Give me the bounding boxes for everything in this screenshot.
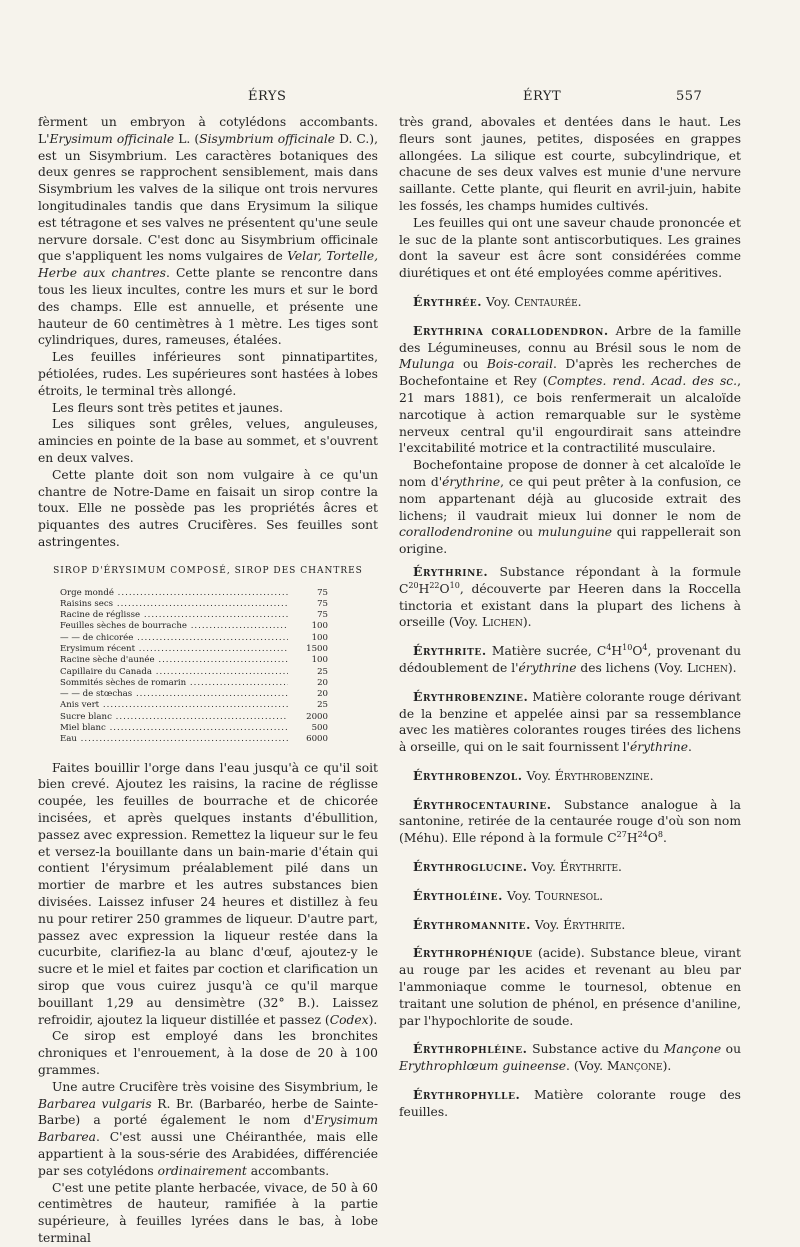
paragraph-erysimum-intro: fèrment un embryon à cotylédons accombants. L'Erysimum officinale L. (Sisymbrium officinale D. C.), est un Sisymbrium. Les caractères botaniques des deux genres se rapprochent sensiblement, mais dans Sisymbrium les valves de la silique ont trois nervures longitudinales tandis que dans Erysimum la silique est tétragone et ses valves ne présentent qu'une seule nervure dorsale. C'est donc au Sisymbrium officinale que s'appliquent les noms vulgaires de Velar, Tortelle, Herbe aux chantres. Cette plante se rencontre dans tous les lieux incultes, contre les murs et sur le bord des champs. Elle est annuelle, et présente une hauteur de 60 centimètres à 1 mètre. Les tiges sont cylindriques, dures, rameuses, étalées. bbox=[38, 115, 379, 348]
recipe-quantity: 500 bbox=[311, 723, 328, 734]
entry-erythrophleine: Érythrophléine. Substance active du Mançone ou Erythrophlœum guineense. (Voy. Mançone). bbox=[399, 1041, 741, 1074]
recipe-quantity: 25 bbox=[317, 666, 328, 677]
recipe-quantity: 2000 bbox=[306, 711, 328, 722]
entry-erythromannite: Érythromannite. Voy. Érythrite. bbox=[413, 916, 626, 932]
recipe-ingredient: Miel blanc ..... bbox=[60, 723, 288, 734]
recipe-quantity: 100 bbox=[311, 655, 328, 666]
paragraph-barbarea: Une autre Crucifère très voisine des Sisymbrium, le Barbarea vulgaris R. Br. (Barbaréo, herbe de Sainte-Barbe) a porté également le nom d'Erysimum Barbarea. C'est aussi une Chéiranthée, mais elle appartient à la sous-série des Arabidées, différenciée par ses cotylédons ordinairement accombants. bbox=[38, 1079, 378, 1178]
recipe-table bbox=[60, 588, 328, 746]
recipe-quantity: 75 bbox=[317, 587, 328, 598]
recipe-row bbox=[60, 633, 328, 644]
recipe-row bbox=[60, 610, 328, 621]
paragraph-flowers: Les fleurs sont très petites et jaunes. bbox=[52, 400, 284, 415]
recipe-ingredient: Eau ..... bbox=[60, 734, 288, 745]
entry-erythrina: Erythrina corallodendron. Arbre de la famille des Légumineuses, connu au Brésil sous le nom de Mulunga ou Bois-corail. D'après les recherches de Bochefontaine et Rey (Comptes. rend. Acad. des sc., 21 mars 1881), ce bois renfermerait un alcaloïde narcotique à action remarquable sur le système nerveux central qu'il engourdirait sans atteindre l'excitabilité motrice et la contractilité musculaire. bbox=[399, 322, 742, 456]
recipe-title: SIROP D'ÉRYSIMUM COMPOSÉ, SIROP DES CHANTRES bbox=[53, 565, 363, 576]
entry-erytholeine: Érytholéine. Voy. Tournesol. bbox=[413, 887, 604, 903]
recipe-quantity: 20 bbox=[317, 689, 328, 700]
recipe-quantity: 75 bbox=[317, 598, 328, 609]
recipe-ingredient: Racine sèche d'aunée ..... bbox=[60, 655, 288, 666]
paragraph-continued: très grand, abovales et dentées dans le haut. Les fleurs sont jaunes, petites, disposées en grappes allongées. La silique est courte, subcylindrique, et chacune de ses deux valves est munie d'une nervure saillante. Cette plante, qui fleurit en avril-juin, habite les fossés, les champs humides cultivés. bbox=[399, 115, 741, 213]
recipe-row bbox=[60, 723, 328, 734]
recipe-row bbox=[60, 655, 328, 666]
page-number: 557 bbox=[676, 89, 703, 104]
paragraph-dosage: Ce sirop est employé dans les bronchites chroniques et l'enrouement, à la dose de 20 à 100 grammes. bbox=[38, 1029, 378, 1078]
recipe-row bbox=[60, 689, 328, 700]
left-column bbox=[38, 114, 378, 1247]
entry-erythrophylle: Érythrophylle. Matière colorante rouge des feuilles. bbox=[399, 1087, 741, 1119]
paragraph-properties: Les feuilles qui ont une saveur chaude prononcée et le suc de la plante sont antiscorbutiques. Les graines dont la saveur est âcre sont considérées comme diurétiques et ont été employées comme apéritives. bbox=[399, 215, 741, 281]
paragraph-siliques: Les siliques sont grêles, velues, anguleuses, amincies en pointe de la base au sommet, et s'ouvrent en deux valves. bbox=[38, 417, 378, 465]
paragraph-name-origin: Cette plante doit son nom vulgaire à ce qu'un chantre de Notre-Dame en faisait un sirop contre la toux. Elle ne possède pas les propriétés âcres et piquantes des autres Crucifères. Ses feuilles sont astringentes. bbox=[38, 467, 378, 549]
entry-erythrophenique: Érythrophénique (acide). Substance bleue, virant au rouge par les acides et revenant au bleu par l'ammoniaque comme le tournesol, obtenue en traitant une solution de phénol, en présence d'aniline, par l'hypochlorite de soude. bbox=[399, 945, 741, 1028]
recipe-ingredient: Capillaire du Canada ..... bbox=[60, 667, 288, 678]
recipe-quantity: 75 bbox=[317, 610, 328, 621]
recipe-ingredient: — — de stœchas ..... bbox=[60, 689, 288, 700]
entry-erythroglucine: Érythroglucine. Voy. Érythrite. bbox=[413, 859, 622, 875]
recipe-ingredient: Sucre blanc ..... bbox=[60, 712, 288, 723]
recipe-row bbox=[60, 644, 328, 655]
running-head-left: ÉRYS bbox=[248, 89, 287, 104]
right-column bbox=[399, 114, 741, 1121]
recipe-row bbox=[60, 621, 328, 632]
recipe-quantity: 100 bbox=[311, 621, 328, 632]
recipe-quantity: 25 bbox=[317, 700, 328, 711]
recipe-row bbox=[60, 678, 328, 689]
recipe-quantity: 6000 bbox=[306, 734, 328, 745]
recipe-row bbox=[60, 667, 328, 678]
entry-erythrite: Érythrite. Matière sucrée, $C^4H^{10}O^4$, provenant du dédoublement de l'érythrine des lichens (Voy. Lichen). bbox=[399, 643, 741, 675]
recipe-ingredient: Anis vert ..... bbox=[60, 700, 288, 711]
paragraph-barbarea-description: C'est une petite plante herbacée, vivace, de 50 à 60 centimètres de hauteur, ramifiée à la partie supérieure, à feuilles lyrées dans le bas, à lobe terminal bbox=[38, 1180, 378, 1245]
recipe-ingredient: Orge mondé ..... bbox=[60, 588, 288, 599]
recipe-ingredient: Raisins secs ..... bbox=[60, 599, 288, 610]
recipe-quantity: 20 bbox=[317, 677, 328, 688]
recipe-ingredient: Sommités sèches de romarin ..... bbox=[60, 678, 288, 689]
running-head-center: ÉRYT bbox=[523, 89, 562, 104]
recipe-quantity: 100 bbox=[311, 632, 328, 643]
paragraph-preparation: Faites bouillir l'orge dans l'eau jusqu'à ce qu'il soit bien crevé. Ajoutez les raisins, la racine de réglisse coupée, les feuilles de bourrache et de chicorée incisées, et après quelques instants d'ébullition, passez avec expression. Remettez la liqueur sur le feu et versez-la bouillante dans un bain-marie d'étain qui contient l'érysimum préalablement pilé dans un mortier de marbre et les autres substances bien divisées. Laissez infuser 24 heures et distillez à feu nu pour retirer 250 grammes de liqueur. D'autre part, passez avec expression la liqueur restée dans la cucurbite, clarifiez-la au blanc d'œuf, ajoutez-y le sucre et le miel et faites par coction et clarification un sirop que vous cuirez jusqu'à ce qu'il marque bouillant 1,29 au densimètre (32° B.). Laissez refroidir, ajoutez la liqueur distillée et passez (Codex). bbox=[38, 760, 378, 1027]
entry-erythrobenzine: Érythrobenzine. Matière colorante rouge dérivant de la benzine et appelée ainsi par sa ressemblance avec les matières colorantes rouges tirées des lichens à orseille, qui on le sait fournissent l'érythrine. bbox=[399, 688, 741, 755]
paragraph-bochefontaine: Bochefontaine propose de donner à cet alcaloïde le nom d'érythrine, ce qui peut prêter à la confusion, ce nom appartenant déjà au glucoside extrait des lichens; il vaudrait mieux lui donner le nom de corallodendronine ou mulunguine qui rappellerait son origine. bbox=[399, 458, 741, 557]
recipe-row bbox=[60, 599, 328, 610]
recipe-row bbox=[60, 734, 328, 745]
entry-erythrine: Érythrine. Substance répondant à la formule $C^{20}H^{22}O^{10}$, découverte par Heeren dans la Roccella tinctoria et existant dans la plupart des lichens à orseille (Voy. Lichen). bbox=[399, 563, 741, 630]
recipe-quantity: 1500 bbox=[306, 644, 328, 654]
recipe-ingredient: — — de chicorée ..... bbox=[60, 633, 288, 644]
recipe-ingredient: Feuilles sèches de bourrache ..... bbox=[60, 621, 288, 632]
recipe-row bbox=[60, 588, 328, 599]
paragraph-leaves: Les feuilles inférieures sont pinnatipartites, pétiolées, rudes. Les supérieures sont hastées à lobes étroits, le terminal très allongé. bbox=[38, 350, 378, 398]
entry-erythrocentaurine: Érythrocentaurine. Substance analogue à la santonine, retirée de la centaurée rouge d'où son nom (Méhu). Elle répond à la formule $C^{27}H^{24}O^8$. bbox=[399, 796, 741, 846]
entry-erythree: Érythrée. Voy. Centaurée. bbox=[413, 293, 582, 309]
recipe-row bbox=[60, 712, 328, 723]
recipe-ingredient: Racine de réglisse ..... bbox=[60, 610, 288, 621]
recipe-row bbox=[60, 700, 328, 711]
recipe-ingredient: Erysimum récent ..... bbox=[60, 644, 288, 655]
entry-erythrobenzol: Érythrobenzol. Voy. Érythrobenzine. bbox=[413, 767, 654, 783]
